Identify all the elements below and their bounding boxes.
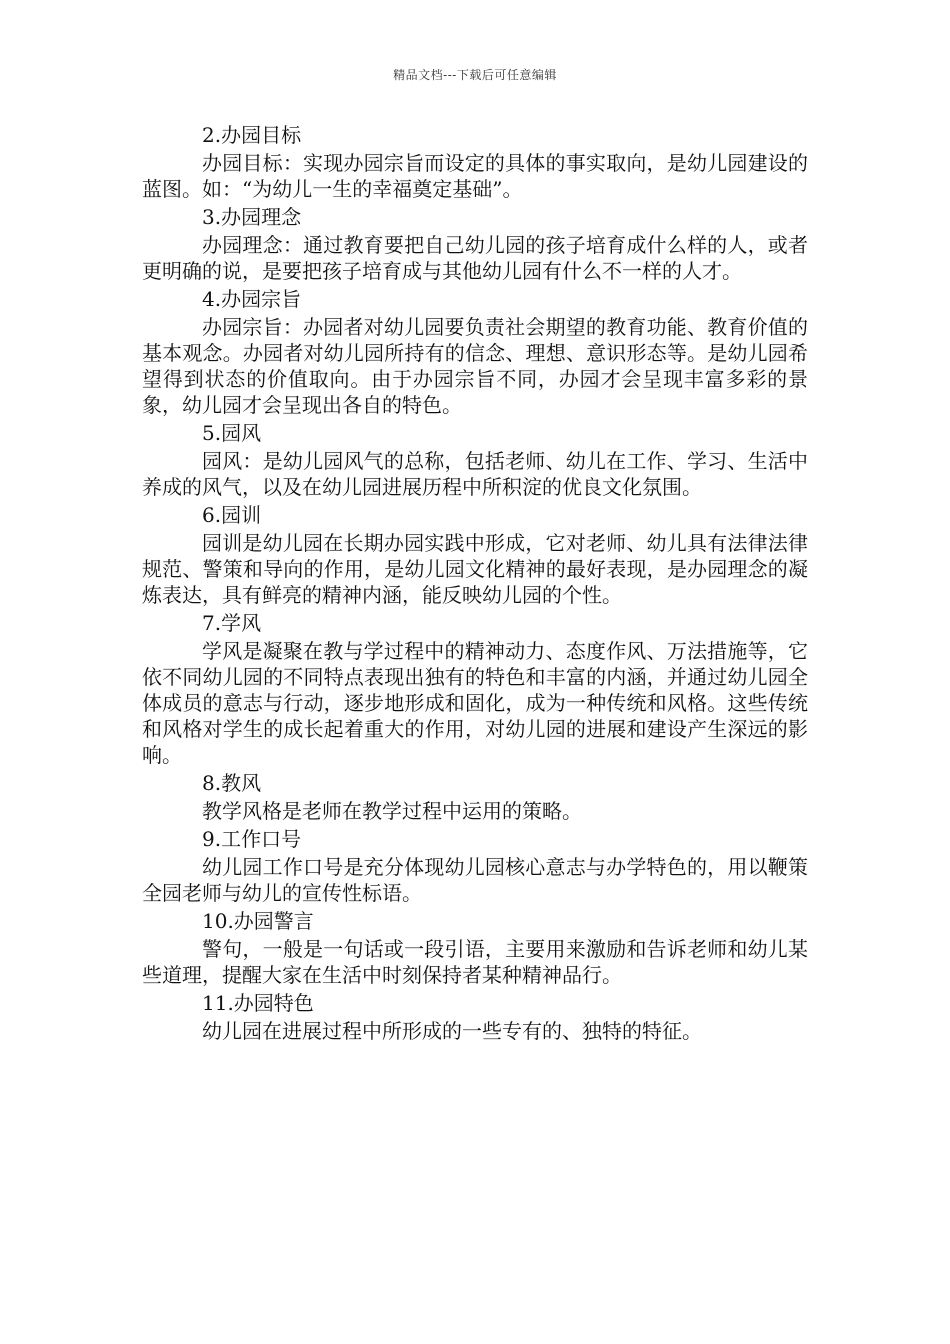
section-paragraph: 办园理念：通过教育要把自己幼儿园的孩子培育成什么样的人，或者更明确的说，是要把孩子培育成与其他幼儿园有什么不一样的人才。 xyxy=(142,233,808,283)
section-paragraph: 办园宗旨：办园者对幼儿园要负责社会期望的教育功能、教育价值的基本观念。办园者对幼儿园所持有的信念、理想、意识形态等。是幼儿园希望得到状态的价值取向。由于办园宗旨不同，办园才会呈现丰富多彩的景象，幼儿园才会呈现出各自的特色。 xyxy=(142,315,808,417)
section-heading: 8.教风 xyxy=(202,771,262,795)
section-paragraph: 警句，一般是一句话或一段引语，主要用来激励和告诉老师和幼儿某些道理，提醒大家在生活中时刻保持者某种精神品行。 xyxy=(142,937,808,987)
section-paragraph: 学风是凝聚在教与学过程中的精神动力、态度作风、万法措施等，它依不同幼儿园的不同特点表现出独有的特色和丰富的内涵，并通过幼儿园全体成员的意志与行动，逐步地形成和固化，成为一种传统和风格。这些传统和风格对学生的成长起着重大的作用，对幼儿园的进展和建设产生深远的影响。 xyxy=(142,639,808,767)
section-heading: 11.办园特色 xyxy=(202,991,314,1015)
section-heading: 9.工作口号 xyxy=(202,827,302,851)
section-heading: 10.办园警言 xyxy=(202,909,314,933)
page-header: 精品文档---下载后可任意编辑 xyxy=(393,68,557,82)
section-paragraph: 幼儿园在进展过程中所形成的一些专有的、独特的特征。 xyxy=(202,1019,702,1043)
section-heading: 5.园风 xyxy=(202,421,262,445)
section-heading: 4.办园宗旨 xyxy=(202,287,302,311)
section-paragraph: 办园目标：实现办园宗旨而设定的具体的事实取向，是幼儿园建设的蓝图。如：“为幼儿一生的幸福奠定基础”。 xyxy=(142,151,808,201)
section-heading: 7.学风 xyxy=(202,611,262,635)
section-heading: 6.园训 xyxy=(202,503,262,527)
document-body xyxy=(142,122,808,1046)
section-paragraph: 教学风格是老师在教学过程中运用的策略。 xyxy=(202,799,582,823)
section-paragraph: 幼儿园工作口号是充分体现幼儿园核心意志与办学特色的，用以鞭策全园老师与幼儿的宣传性标语。 xyxy=(142,855,808,905)
section-paragraph: 园训是幼儿园在长期办园实践中形成，它对老师、幼儿具有法律法律规范、警策和导向的作用，是幼儿园文化精神的最好表现，是办园理念的凝炼表达，具有鲜亮的精神内涵，能反映幼儿园的个性。 xyxy=(142,531,808,607)
section-heading: 3.办园理念 xyxy=(202,205,302,229)
section-heading: 2.办园目标 xyxy=(202,123,302,147)
section-paragraph: 园风：是幼儿园风气的总称，包括老师、幼儿在工作、学习、生活中养成的风气，以及在幼儿园进展历程中所积淀的优良文化氛围。 xyxy=(142,449,808,499)
